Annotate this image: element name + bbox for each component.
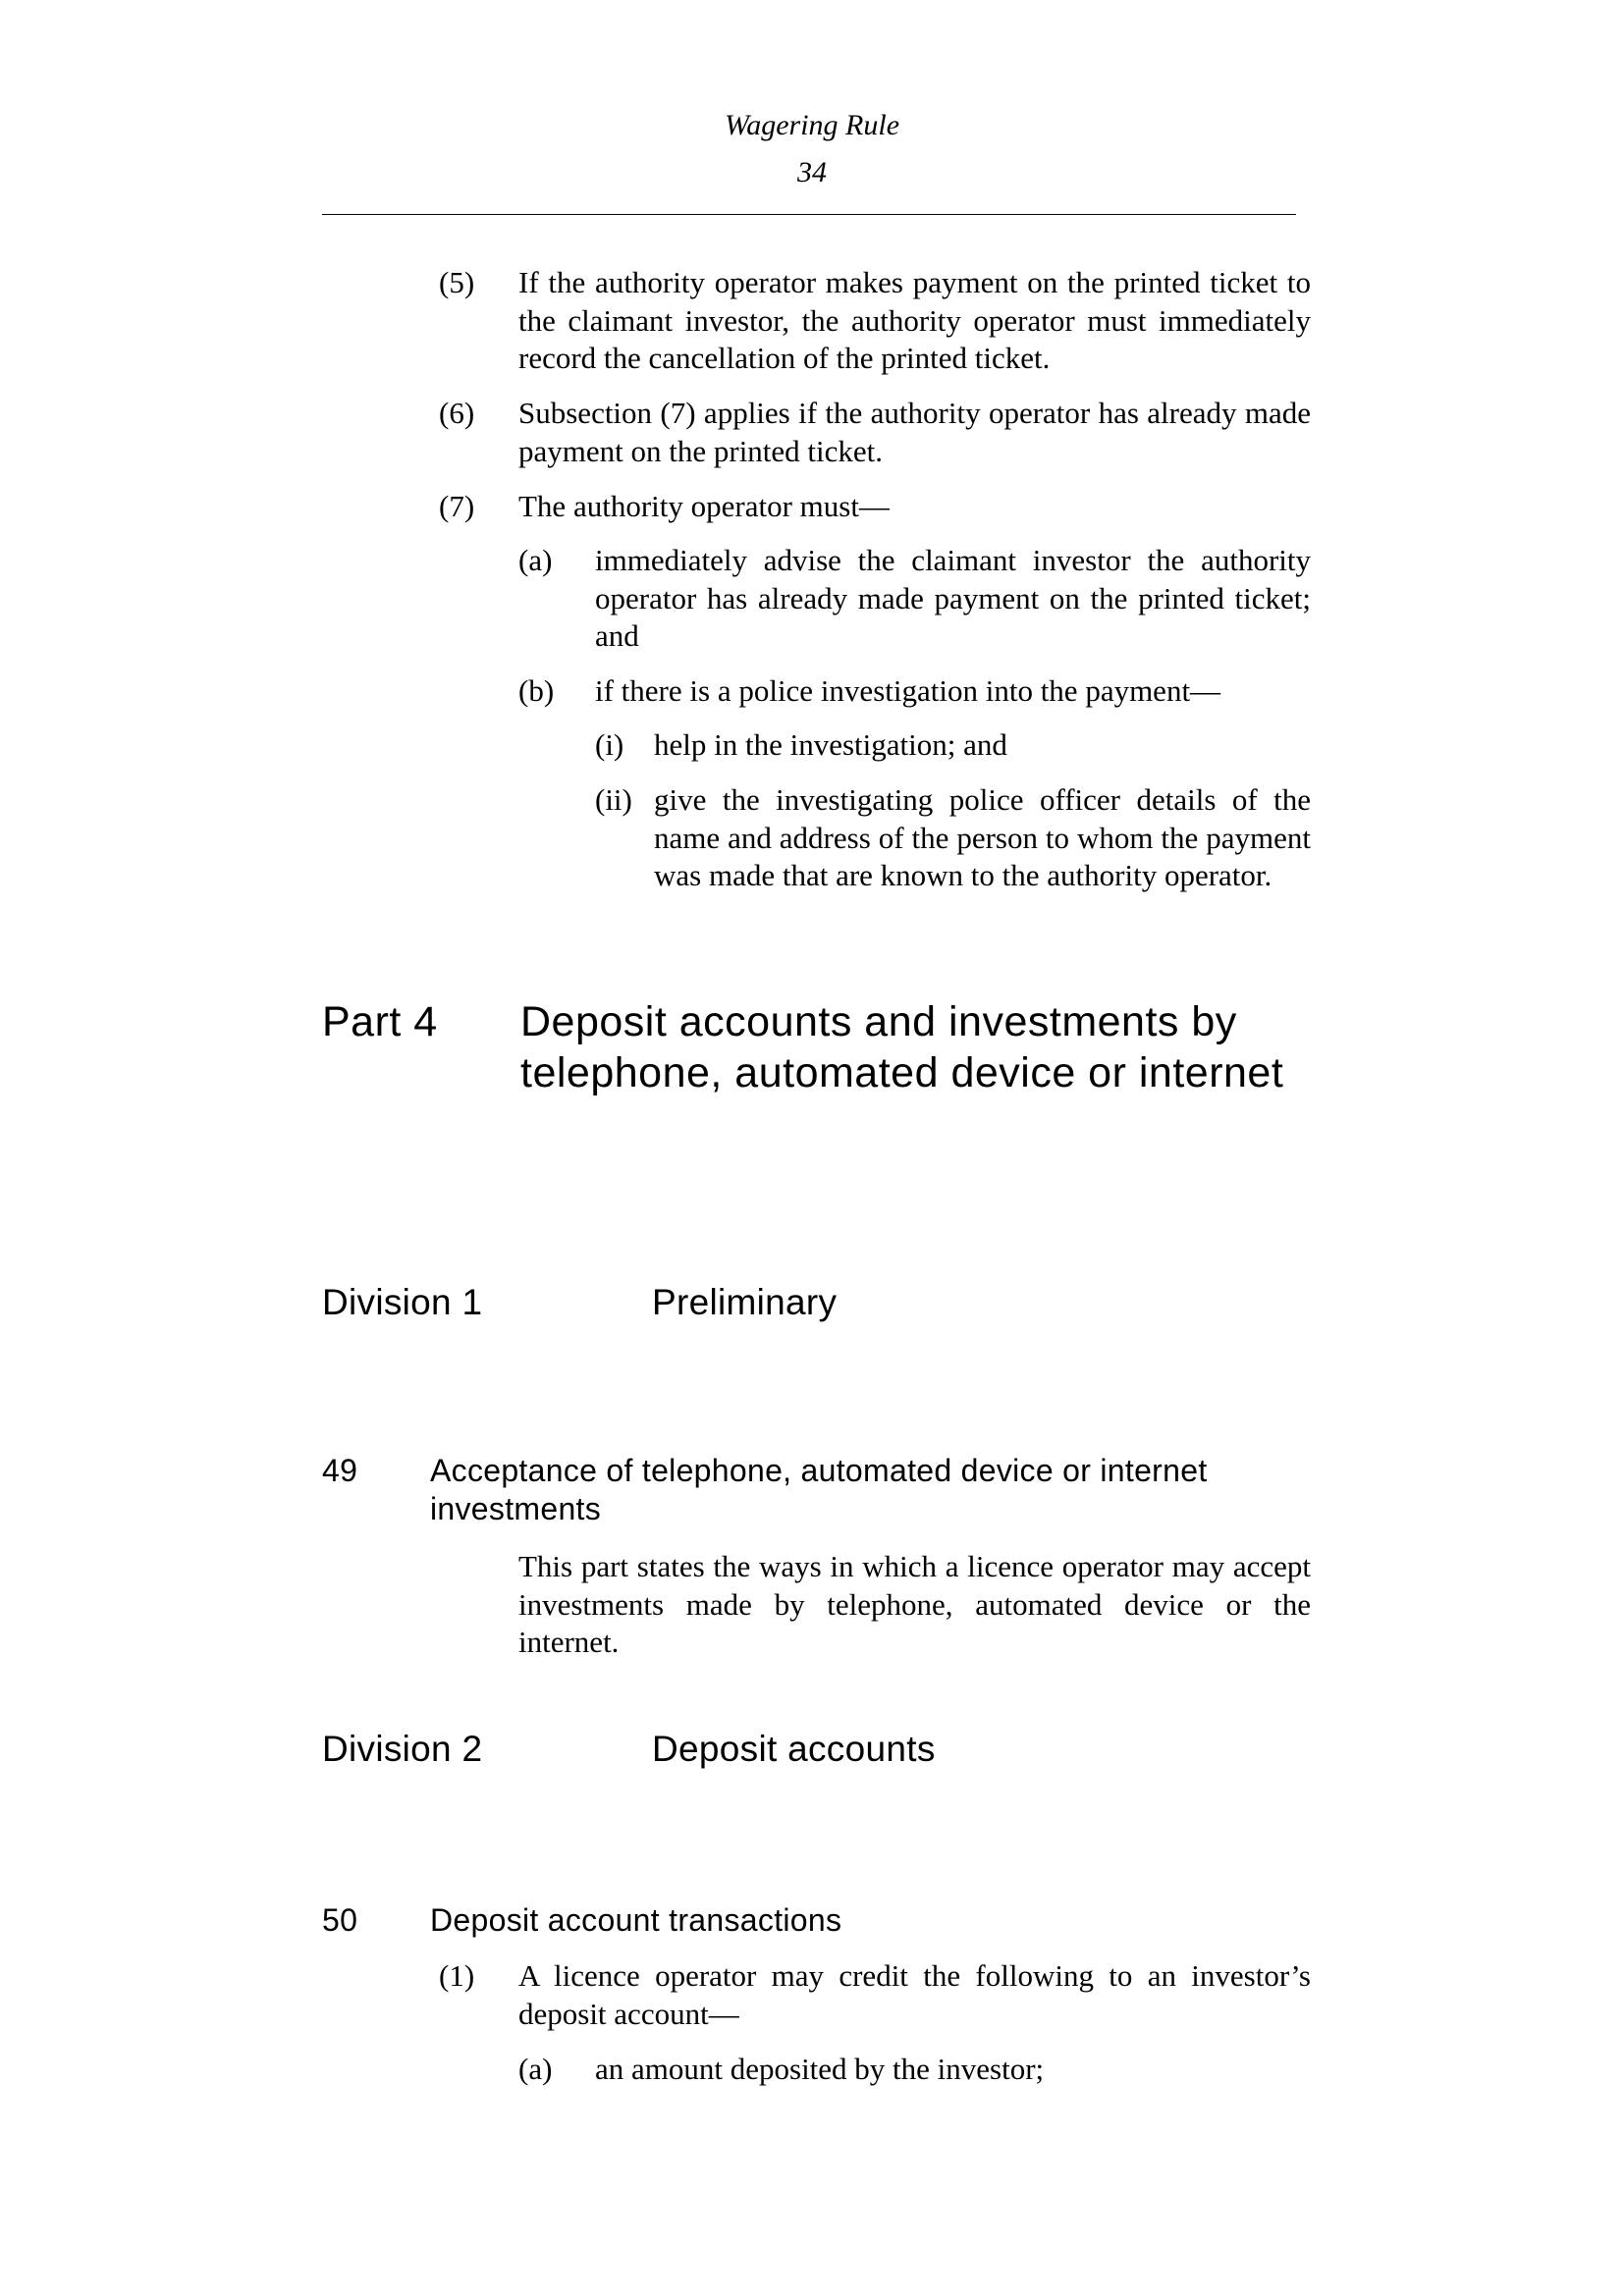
- paragraph-number: (a): [518, 543, 553, 577]
- subparagraph-text: give the investigating police officer details of the name and address of the person to whom the payment was made that are known to the authority operator.: [654, 782, 1311, 892]
- paragraph-text: an amount deposited by the investor;: [595, 2052, 1045, 2086]
- part-heading: Deposit accounts and investments by telephone, automated device or internet: [520, 998, 1284, 1096]
- part-label: Part 4: [322, 998, 438, 1045]
- paragraph-text: if there is a police investigation into the payment—: [595, 673, 1221, 708]
- subsection-text: A licence operator may credit the following to an investor’s deposit account—: [518, 1958, 1311, 2031]
- section-number: 49: [322, 1453, 358, 1488]
- division-label: Division 2: [322, 1729, 483, 1769]
- paragraph-number: (a): [518, 2052, 553, 2086]
- section-text: This part states the ways in which a licence operator may accept investments made by telephone, automated device or the internet.: [518, 1549, 1311, 1659]
- subparagraph-number: (ii): [595, 782, 632, 817]
- section-number: 50: [322, 1902, 358, 1938]
- page-number: 34: [797, 156, 827, 188]
- section-heading: Acceptance of telephone, automated device or internet investments: [430, 1453, 1208, 1526]
- division-heading: Deposit accounts: [652, 1729, 936, 1769]
- subsection-text: Subsection (7) applies if the authority operator has already made payment on the printed ticket.: [518, 396, 1311, 468]
- paragraph-number: (b): [518, 673, 555, 708]
- subsection-number: (7): [439, 489, 475, 523]
- subparagraph-number: (i): [595, 727, 624, 762]
- paragraph-text: immediately advise the claimant investor the authority operator has already made payment on the printed ticket; and: [595, 543, 1311, 653]
- subsection-number: (6): [439, 396, 475, 430]
- division-label: Division 1: [322, 1282, 483, 1322]
- subsection-number: (1): [439, 1958, 475, 1993]
- header-divider: [322, 214, 1296, 215]
- subparagraph-text: help in the investigation; and: [654, 727, 1007, 762]
- division-heading: Preliminary: [652, 1282, 838, 1322]
- subsection-number: (5): [439, 265, 475, 299]
- running-header-title: Wagering Rule: [724, 109, 900, 141]
- section-heading: Deposit account transactions: [430, 1902, 842, 1938]
- subsection-text: If the authority operator makes payment on the printed ticket to the claimant investor, the authority operator must immediately record the cancellation of the printed ticket.: [518, 265, 1311, 375]
- subsection-text: The authority operator must—: [518, 489, 890, 523]
